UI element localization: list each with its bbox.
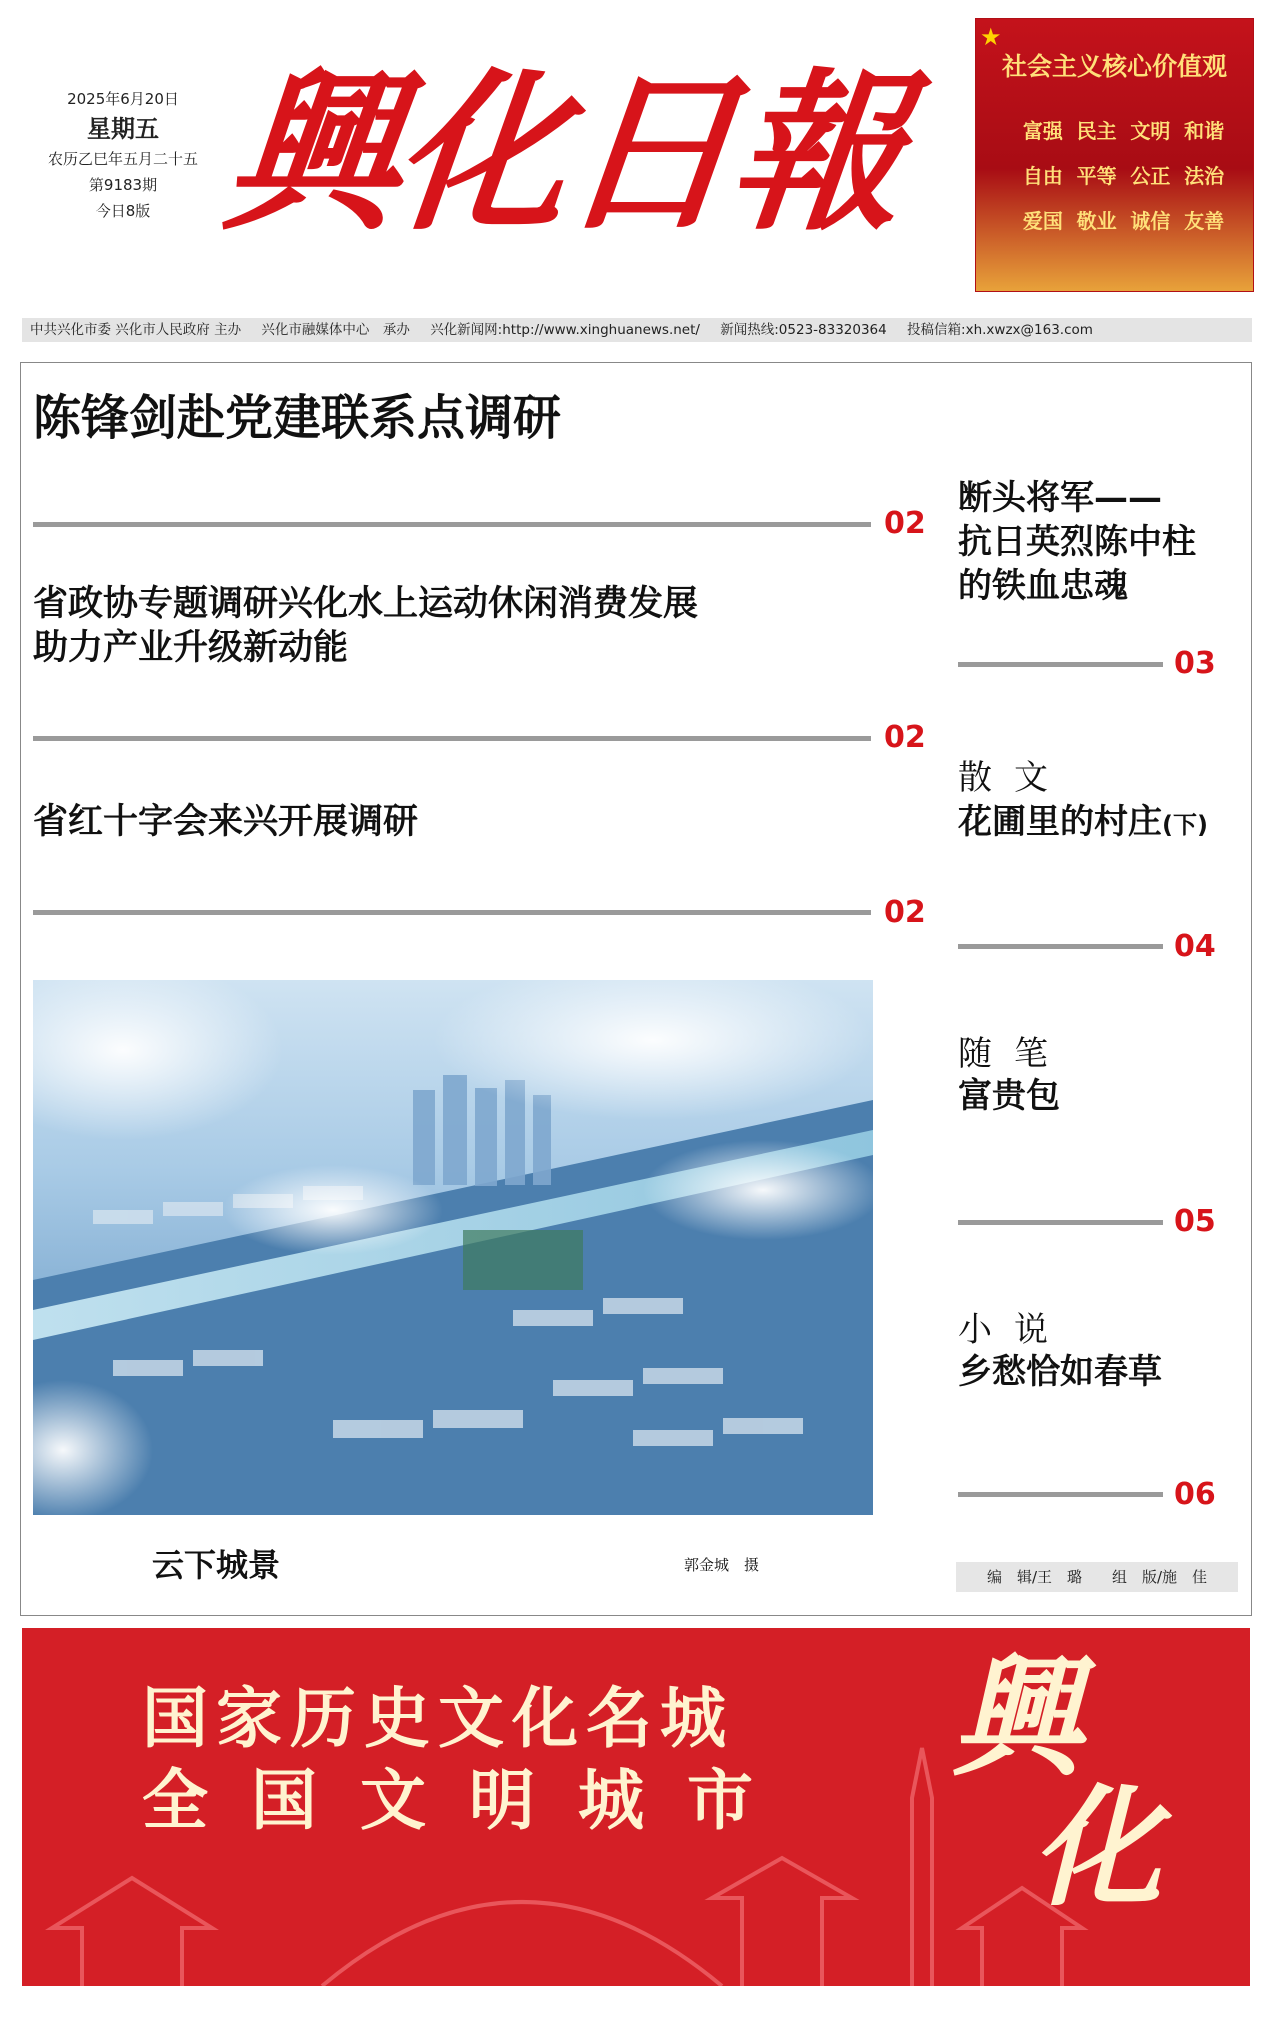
sidebar-category-fiction: 小说: [958, 1310, 1070, 1350]
weekday-text: 星期五: [87, 115, 159, 143]
value-item: 民主: [1076, 119, 1117, 143]
publisher-info-bar: [22, 318, 1252, 342]
sponsor-text: 中共兴化市委 兴化市人民政府 主办: [30, 322, 242, 338]
page-ref-3[interactable]: 02: [884, 895, 926, 930]
skyline-illustration: [22, 1628, 1250, 1986]
sidebar-story-1-line3: 的铁血忠魂: [958, 566, 1128, 606]
sidebar-story-4[interactable]: 乡愁恰如春草: [958, 1352, 1162, 1392]
value-item: 敬业: [1076, 209, 1117, 233]
sidebar-story-2-title: 花圃里的村庄: [958, 802, 1162, 842]
sidebar-page-ref-3[interactable]: 05: [1174, 1204, 1216, 1239]
divider: [958, 944, 1163, 949]
headline-2-line2: 助力产业升级新动能: [33, 628, 349, 668]
headline-2[interactable]: [33, 582, 893, 670]
lunar-date: 农历乙巳年五月二十五: [47, 150, 198, 168]
value-item: 爱国: [1022, 209, 1063, 233]
divider: [33, 522, 871, 527]
sidebar-story-2-suffix: (下): [1162, 811, 1208, 839]
issue-number: 第9183期: [88, 176, 158, 194]
divider: [958, 1220, 1163, 1225]
sidebar-category-essay: 散文: [958, 758, 1070, 798]
date-text: 2025年6月20日: [67, 90, 179, 108]
headline-3[interactable]: 省红十字会来兴开展调研: [33, 802, 419, 842]
banner-line-2: 全国文明城市: [142, 1761, 796, 1839]
sidebar-story-1-line1: 断头将军——: [958, 478, 1162, 518]
core-values-title: 社会主义核心价值观: [1001, 52, 1227, 81]
value-item: 友善: [1184, 209, 1225, 233]
date-block: [28, 86, 218, 224]
core-values-grid: [1016, 115, 1231, 234]
divider: [33, 910, 871, 915]
sidebar-page-ref-1[interactable]: 03: [1174, 646, 1216, 681]
email-link[interactable]: 投稿信箱:xh.xwzx@163.com: [907, 322, 1093, 338]
party-emblem-icon: ★: [980, 23, 1002, 51]
organizer-text: 兴化市融媒体中心 承办: [261, 322, 410, 338]
city-banner-ad: [22, 1628, 1250, 1986]
page-count: 今日8版: [95, 202, 151, 220]
photo-caption: 云下城景: [152, 1546, 281, 1584]
page-ref-2[interactable]: 02: [884, 720, 926, 755]
divider: [958, 662, 1163, 667]
newspaper-logo[interactable]: [217, 51, 958, 254]
value-item: 诚信: [1130, 209, 1171, 233]
banner-line-1: 国家历史文化名城: [142, 1679, 734, 1757]
headline-1[interactable]: 陈锋剑赴党建联系点调研: [33, 390, 562, 446]
editor-credits: 编 辑/王 璐 组 版/施 佳: [956, 1562, 1238, 1592]
value-item: 富强: [1022, 119, 1063, 143]
value-item: 公正: [1130, 164, 1171, 188]
photo-credit: 郭金城 摄: [684, 1556, 760, 1574]
sidebar-page-ref-4[interactable]: 06: [1174, 1477, 1216, 1512]
sidebar-page-ref-2[interactable]: 04: [1174, 929, 1216, 964]
sidebar-story-1-line2: 抗日英烈陈中柱: [958, 522, 1196, 562]
value-item: 自由: [1022, 164, 1063, 188]
website-link[interactable]: 兴化新闻网:http://www.xinghuanews.net/: [430, 322, 700, 338]
value-item: 法治: [1184, 164, 1225, 188]
sidebar-story-2[interactable]: [958, 800, 1208, 847]
city-aerial-photo[interactable]: [33, 980, 873, 1515]
banner-char-1: 興: [952, 1641, 1083, 1794]
hotline-text: 新闻热线:0523-83320364: [720, 322, 887, 338]
core-values-ad: [975, 18, 1254, 292]
logo-text: 興化日報: [217, 51, 911, 254]
headline-2-line1: 省政协专题调研兴化水上运动休闲消费发展: [33, 584, 699, 624]
value-item: 和谐: [1184, 119, 1225, 143]
sidebar-story-3[interactable]: 富贵包: [958, 1076, 1060, 1116]
value-item: 文明: [1130, 119, 1171, 143]
banner-char-2: 化: [1032, 1771, 1163, 1924]
page-ref-1[interactable]: 02: [884, 506, 926, 541]
divider: [958, 1492, 1163, 1497]
divider: [33, 736, 871, 741]
value-item: 平等: [1076, 164, 1117, 188]
sidebar-story-1[interactable]: [958, 476, 1196, 608]
sidebar-category-notes: 随笔: [958, 1034, 1070, 1074]
